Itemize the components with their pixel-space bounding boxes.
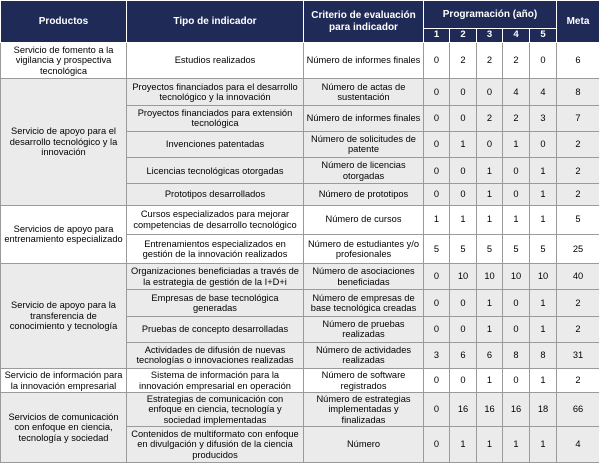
year-4-value: 0 — [503, 316, 530, 342]
year-2-value: 0 — [450, 105, 477, 131]
year-1-value: 0 — [424, 369, 450, 393]
year-4-value: 2 — [503, 43, 530, 79]
meta-value: 40 — [557, 264, 599, 290]
year-1-value: 5 — [424, 234, 450, 263]
year-1-value: 0 — [424, 184, 450, 205]
header-programacion: Programación (año) — [424, 1, 557, 29]
year-2-value: 0 — [450, 79, 477, 105]
year-3-value: 1 — [477, 369, 503, 393]
tipo-indicador-cell: Organizaciones beneficiadas a través de la estrategia de gestión de la I+D+i — [127, 264, 304, 290]
year-3-value: 1 — [477, 290, 503, 316]
meta-value: 25 — [557, 234, 599, 263]
year-2-value: 0 — [450, 316, 477, 342]
tipo-indicador-cell: Cursos especializados para mejorar competencias de desarrollo tecnológico — [127, 205, 304, 234]
year-2-value: 0 — [450, 184, 477, 205]
year-2-value: 0 — [450, 290, 477, 316]
table-body — [1, 43, 599, 463]
meta-value: 66 — [557, 393, 599, 426]
criterio-cell: Número de estrategias implementadas y finalizadas — [304, 393, 424, 426]
year-3-value: 0 — [477, 131, 503, 157]
year-1-value: 0 — [424, 43, 450, 79]
year-4-value: 10 — [503, 264, 530, 290]
year-2-value: 10 — [450, 264, 477, 290]
year-2-value: 5 — [450, 234, 477, 263]
year-4-value: 16 — [503, 393, 530, 426]
year-5-value: 0 — [530, 131, 557, 157]
table-row — [1, 393, 599, 426]
year-1-value: 0 — [424, 158, 450, 184]
year-1-value: 3 — [424, 342, 450, 368]
meta-value: 31 — [557, 342, 599, 368]
criterio-cell: Número — [304, 426, 424, 462]
year-3-value: 16 — [477, 393, 503, 426]
year-2-value: 0 — [450, 158, 477, 184]
year-4-value: 8 — [503, 342, 530, 368]
year-3-value: 5 — [477, 234, 503, 263]
meta-value: 2 — [557, 158, 599, 184]
year-5-value: 1 — [530, 184, 557, 205]
year-5-value: 1 — [530, 158, 557, 184]
tipo-indicador-cell: Licencias tecnológicas otorgadas — [127, 158, 304, 184]
tipo-indicador-cell: Pruebas de concepto desarrolladas — [127, 316, 304, 342]
year-5-value: 1 — [530, 369, 557, 393]
tipo-indicador-cell: Sistema de información para la innovación empresarial en operación — [127, 369, 304, 393]
year-5-value: 1 — [530, 426, 557, 462]
year-3-value: 10 — [477, 264, 503, 290]
year-3-value: 1 — [477, 205, 503, 234]
meta-value: 8 — [557, 79, 599, 105]
criterio-cell: Número de informes finales — [304, 43, 424, 79]
year-2-value: 0 — [450, 369, 477, 393]
table-row — [1, 205, 599, 234]
producto-cell: Servicios de comunicación con enfoque en ciencia, tecnología y sociedad — [1, 393, 127, 463]
year-5-value: 10 — [530, 264, 557, 290]
year-4-value: 1 — [503, 205, 530, 234]
criterio-cell: Número de asociaciones beneficiadas — [304, 264, 424, 290]
criterio-cell: Número de solicitudes de patente — [304, 131, 424, 157]
tipo-indicador-cell: Actividades de difusión de nuevas tecnologías o innovaciones realizadas — [127, 342, 304, 368]
meta-value: 2 — [557, 369, 599, 393]
tipo-indicador-cell: Proyectos financiados para el desarrollo tecnológico y la innovación — [127, 79, 304, 105]
criterio-cell: Número de prototipos — [304, 184, 424, 205]
year-1-value: 0 — [424, 393, 450, 426]
producto-cell: Servicios de apoyo para entrenamiento especializado — [1, 205, 127, 264]
year-4-value: 0 — [503, 290, 530, 316]
criterio-cell: Número de cursos — [304, 205, 424, 234]
meta-value: 5 — [557, 205, 599, 234]
criterio-cell: Número de informes finales — [304, 105, 424, 131]
meta-value: 2 — [557, 131, 599, 157]
year-5-value: 1 — [530, 205, 557, 234]
header-year-2: 2 — [450, 29, 477, 43]
table-row — [1, 369, 599, 393]
tipo-indicador-cell: Estudios realizados — [127, 43, 304, 79]
year-1-value: 0 — [424, 316, 450, 342]
table-row — [1, 79, 599, 105]
tipo-indicador-cell: Entrenamientos especializados en gestión de la innovación realizados — [127, 234, 304, 263]
year-1-value: 0 — [424, 79, 450, 105]
meta-value: 6 — [557, 43, 599, 79]
criterio-cell: Número de actas de sustentación — [304, 79, 424, 105]
header-year-1: 1 — [424, 29, 450, 43]
tipo-indicador-cell: Proyectos financiados para extensión tecnológica — [127, 105, 304, 131]
tipo-indicador-cell: Prototipos desarrollados — [127, 184, 304, 205]
year-3-value: 2 — [477, 43, 503, 79]
header-productos: Productos — [1, 1, 127, 43]
year-4-value: 2 — [503, 105, 530, 131]
year-4-value: 0 — [503, 184, 530, 205]
producto-cell: Servicio de apoyo para el desarrollo tecnológico y la innovación — [1, 79, 127, 205]
criterio-cell: Número de empresas de base tecnológica creadas — [304, 290, 424, 316]
meta-value: 2 — [557, 290, 599, 316]
year-1-value: 0 — [424, 105, 450, 131]
producto-cell: Servicio de información para la innovación empresarial — [1, 369, 127, 393]
year-5-value: 18 — [530, 393, 557, 426]
year-5-value: 0 — [530, 43, 557, 79]
year-1-value: 0 — [424, 264, 450, 290]
producto-cell: Servicio de apoyo para la transferencia de conocimiento y tecnología — [1, 264, 127, 369]
year-4-value: 5 — [503, 234, 530, 263]
year-5-value: 1 — [530, 290, 557, 316]
producto-cell: Servicio de fomento a la vigilancia y prospectiva tecnológica — [1, 43, 127, 79]
header-year-3: 3 — [477, 29, 503, 43]
year-1-value: 0 — [424, 290, 450, 316]
year-1-value: 1 — [424, 205, 450, 234]
header-meta: Meta — [557, 1, 599, 43]
year-5-value: 1 — [530, 316, 557, 342]
criterio-cell: Número de estudiantes y/o profesionales — [304, 234, 424, 263]
year-1-value: 0 — [424, 426, 450, 462]
header-tipo-indicador: Tipo de indicador — [127, 1, 304, 43]
tipo-indicador-cell: Contenidos de multiformato con enfoque en divulgación y difusión de la ciencia producidos — [127, 426, 304, 462]
year-2-value: 2 — [450, 43, 477, 79]
year-4-value: 0 — [503, 158, 530, 184]
year-2-value: 6 — [450, 342, 477, 368]
year-5-value: 8 — [530, 342, 557, 368]
year-3-value: 1 — [477, 316, 503, 342]
tipo-indicador-cell: Estrategias de comunicación con enfoque en ciencia, tecnología y sociedad implementadas — [127, 393, 304, 426]
year-3-value: 2 — [477, 105, 503, 131]
year-4-value: 1 — [503, 426, 530, 462]
year-2-value: 1 — [450, 426, 477, 462]
criterio-cell: Número de actividades realizadas — [304, 342, 424, 368]
year-2-value: 1 — [450, 205, 477, 234]
header-year-5: 5 — [530, 29, 557, 43]
meta-value: 7 — [557, 105, 599, 131]
meta-value: 2 — [557, 184, 599, 205]
meta-value: 4 — [557, 426, 599, 462]
header-year-4: 4 — [503, 29, 530, 43]
tipo-indicador-cell: Empresas de base tecnológica generadas — [127, 290, 304, 316]
year-3-value: 0 — [477, 79, 503, 105]
header-criterio: Criterio de evaluación para indicador — [304, 1, 424, 43]
meta-value: 2 — [557, 316, 599, 342]
criterio-cell: Número de licencias otorgadas — [304, 158, 424, 184]
year-4-value: 1 — [503, 131, 530, 157]
year-3-value: 1 — [477, 184, 503, 205]
year-3-value: 1 — [477, 426, 503, 462]
year-5-value: 5 — [530, 234, 557, 263]
year-3-value: 6 — [477, 342, 503, 368]
year-1-value: 0 — [424, 131, 450, 157]
criterio-cell: Número de pruebas realizadas — [304, 316, 424, 342]
year-5-value: 4 — [530, 79, 557, 105]
year-4-value: 4 — [503, 79, 530, 105]
tipo-indicador-cell: Invenciones patentadas — [127, 131, 304, 157]
table-row — [1, 264, 599, 290]
year-2-value: 1 — [450, 131, 477, 157]
year-3-value: 1 — [477, 158, 503, 184]
table-row — [1, 43, 599, 79]
year-4-value: 0 — [503, 369, 530, 393]
criterio-cell: Número de software registrados — [304, 369, 424, 393]
year-5-value: 3 — [530, 105, 557, 131]
year-2-value: 16 — [450, 393, 477, 426]
